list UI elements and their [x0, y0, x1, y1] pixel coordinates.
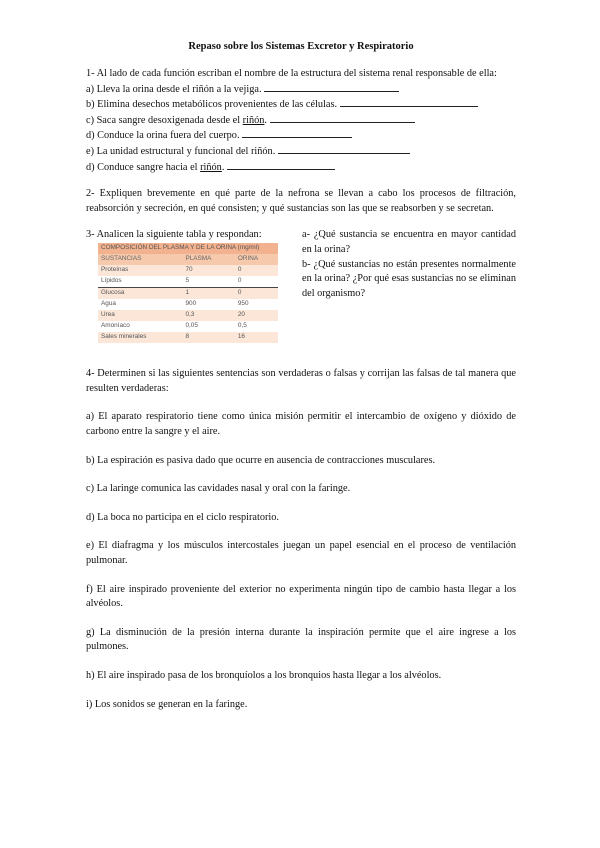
answer-blank[interactable] [278, 144, 410, 154]
answer-blank[interactable] [227, 160, 335, 170]
question-1-item-d [86, 128, 516, 144]
table-row [98, 276, 278, 288]
question-3a: a- ¿Qué sustancia se encuentra en mayor cantidad en la orina? [302, 229, 516, 255]
table-cell: Sales minerales [98, 332, 182, 343]
table-row [98, 265, 278, 276]
question-4-item-a: a) El aparato respiratorio tiene como única misión permitir el intercambio de oxígeno y dióxido de carbono entre la sangre y el aire. [86, 411, 516, 437]
table-row [98, 321, 278, 332]
answer-blank[interactable] [264, 82, 399, 92]
table-cell: 1 [182, 288, 234, 300]
question-4-item-d: d) La boca no participa en el ciclo respiratorio. [86, 511, 279, 523]
question-1-item-a [86, 82, 516, 98]
question-1-item-b [86, 97, 516, 113]
question-1-intro: 1- Al lado de cada función escriban el nombre de la estructura del sistema renal responsable de ella: [86, 67, 497, 79]
table-cell: 0 [235, 288, 278, 300]
table-row [98, 288, 278, 300]
worksheet-page [86, 40, 516, 712]
page-title: Repaso sobre los Sistemas Excretor y Respiratorio [188, 41, 414, 52]
item-text: a) Lleva la orina desde el riñón a la vejiga. [86, 83, 262, 95]
answer-blank[interactable] [242, 128, 352, 138]
item-tail: . [264, 114, 267, 126]
item-underlined-word: riñón [242, 114, 265, 126]
answer-blank[interactable] [270, 113, 415, 123]
table-cell: Lípidos [98, 276, 182, 288]
answer-blank[interactable] [340, 97, 478, 107]
question-3 [86, 228, 516, 343]
question-1-item-e [86, 144, 516, 160]
table-cell: Urea [98, 310, 182, 321]
question-3-right [302, 228, 516, 343]
question-1 [86, 67, 516, 175]
table-cell: 0 [235, 265, 278, 276]
table-cell: 8 [182, 332, 234, 343]
table-cell: 0,3 [182, 310, 234, 321]
table-header: SUSTANCIAS [98, 254, 182, 265]
table-cell: 950 [237, 300, 249, 308]
table-cell: 70 [182, 265, 234, 276]
question-4 [86, 367, 516, 712]
item-tail: . [221, 161, 225, 173]
question-1-item-c [86, 113, 516, 129]
table-row [98, 310, 278, 321]
question-4-item-i: i) Los sonidos se generan en la faringe. [86, 698, 248, 710]
table-cell: 900 [185, 300, 197, 308]
table-cell: 0,5 [237, 322, 247, 330]
question-4-item-e: e) El diafragma y los músculos intercostales juegan un papel esencial en el proceso de ventilación pulmonar. [86, 540, 516, 567]
table-header: ORINA [235, 254, 278, 265]
table-header: PLASMA [182, 254, 234, 265]
question-4-item-f: f) El aire inspirado proveniente del exterior no experimenta ningún tipo de cambio hasta llegar a los alvéolos. [86, 583, 516, 610]
question-3-left [86, 228, 292, 343]
question-3b: b- ¿Qué sustancias no están presentes normalmente en la orina? ¿Por qué esas sustancias no se eliminan del organismo? [302, 258, 516, 299]
question-4-item-b: b) La espiración es pasiva dado que ocurre en ausencia de contracciones musculares. [86, 454, 436, 466]
item-text: d) Conduce la orina fuera del cuerpo. [86, 130, 240, 142]
composition-table [98, 243, 278, 343]
question-4-item-c: c) La laringe comunica las cavidades nasal y oral con la faringe. [86, 483, 351, 495]
table-cell: Glucosa [98, 288, 182, 300]
table-cell: Amoníaco [101, 322, 130, 330]
table-row [98, 299, 278, 310]
table-cell: Proteínas [98, 265, 182, 276]
item-text: c) Saca sangre desoxigenada desde el [86, 114, 243, 126]
table-cell: 0 [235, 276, 278, 288]
table-row [98, 332, 278, 343]
table-cell: 20 [235, 310, 278, 321]
table-cell: 0,05 [185, 322, 198, 330]
item-text: d) Conduce sangre hacia el [86, 161, 201, 173]
question-4-intro: 4- Determinen si las siguientes sentencias son verdaderas o falsas y corrijan las falsas de tal manera que resulten verdaderas: [86, 368, 516, 394]
question-3-intro: 3- Analicen la siguiente tabla y respondan: [86, 229, 262, 241]
item-text: e) La unidad estructural y funcional del riñón. [86, 145, 276, 157]
item-text: b) Elimina desechos metabólicos provenientes de las células. [86, 99, 338, 111]
item-underlined-word: riñón [200, 161, 222, 173]
table-cell: Agua [101, 300, 116, 308]
question-2 [86, 187, 516, 216]
table-cell: 16 [235, 332, 278, 343]
table-caption: COMPOSICIÓN DEL PLASMA Y DE LA ORINA (mg/ml) [98, 243, 278, 254]
question-2-text: 2- Expliquen brevemente en qué parte de la nefrona se llevan a cabo los procesos de filtración, reabsorción y secreción, en qué consisten; y qué sustancias son las que se reabsorben y se secretan. [86, 188, 516, 214]
question-4-item-g: g) La disminución de la presión interna durante la inspiración permite que el aire ingrese a los pulmones. [86, 626, 516, 653]
question-4-item-h: h) El aire inspirado pasa de los bronquíolos a los bronquios hasta llegar a los alvéolos. [86, 670, 442, 682]
table-cell: 5 [182, 276, 234, 288]
question-1-item-d2 [86, 160, 516, 176]
